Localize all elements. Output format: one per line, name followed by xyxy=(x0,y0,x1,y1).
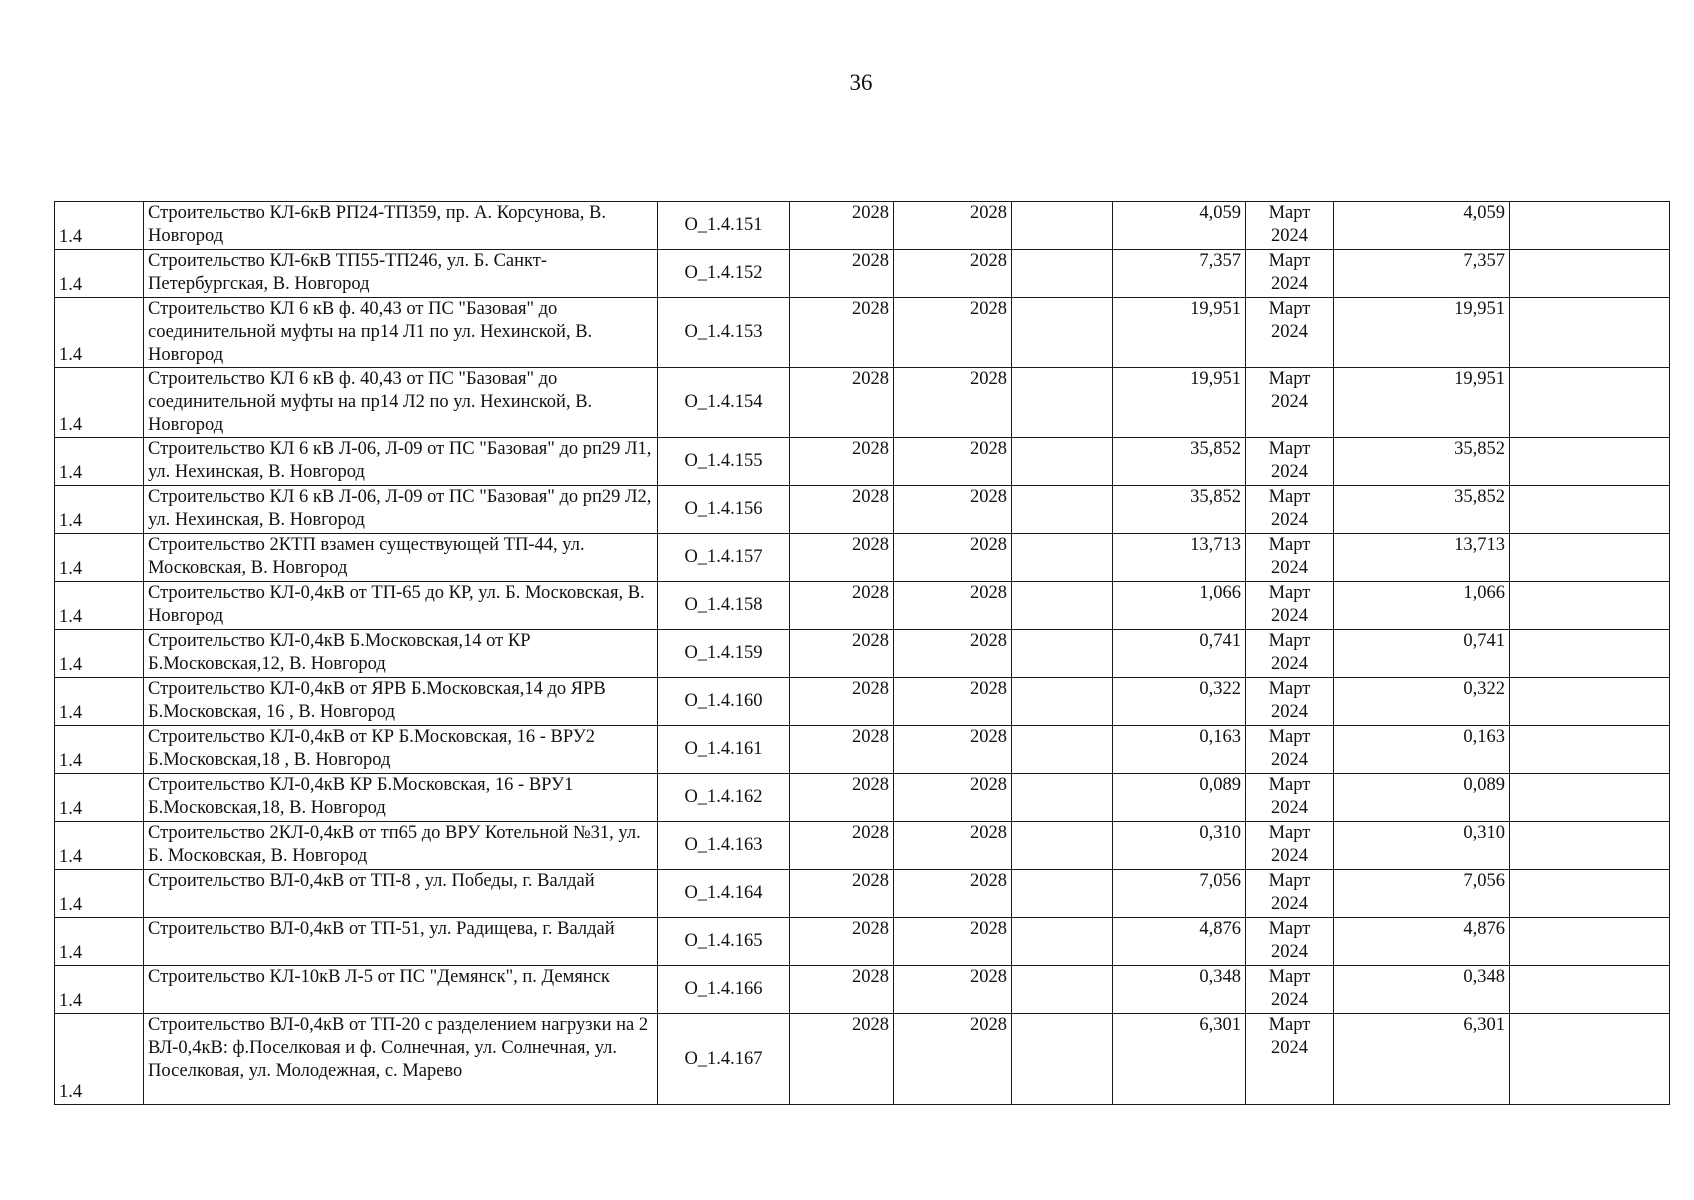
name-cell: Строительство КЛ-0,4кВ от ЯРВ Б.Московская,14 до ЯРВ Б.Московская, 16 , В. Новгород xyxy=(144,678,658,726)
table-row xyxy=(55,1014,1670,1105)
year-start-cell: 2028 xyxy=(790,298,894,368)
year-start-cell: 2028 xyxy=(790,368,894,438)
empty-cell xyxy=(1510,298,1670,368)
value2-cell: 0,089 xyxy=(1334,774,1510,822)
code-cell: О_1.4.166 xyxy=(658,966,790,1014)
empty-cell xyxy=(1510,202,1670,250)
section-cell: 1.4 xyxy=(55,678,144,726)
value2-cell: 0,322 xyxy=(1334,678,1510,726)
year-end-cell: 2028 xyxy=(894,630,1012,678)
section-cell: 1.4 xyxy=(55,298,144,368)
code-cell: О_1.4.152 xyxy=(658,250,790,298)
section-cell: 1.4 xyxy=(55,250,144,298)
year-start-cell: 2028 xyxy=(790,630,894,678)
empty-cell xyxy=(1510,368,1670,438)
empty-cell xyxy=(1510,726,1670,774)
table-row xyxy=(55,870,1670,918)
section-cell: 1.4 xyxy=(55,726,144,774)
name-cell: Строительство ВЛ-0,4кВ от ТП-8 , ул. Победы, г. Валдай xyxy=(144,870,658,918)
date-cell: Март 2024 xyxy=(1246,774,1334,822)
value-cell: 0,322 xyxy=(1113,678,1246,726)
date-cell: Март 2024 xyxy=(1246,822,1334,870)
name-cell: Строительство 2КЛ-0,4кВ от тп65 до ВРУ Котельной №31, ул. Б. Московская, В. Новгород xyxy=(144,822,658,870)
value2-cell: 0,348 xyxy=(1334,966,1510,1014)
name-cell: Строительство КЛ 6 кВ Л-06, Л-09 от ПС "Базовая" до рп29 Л2, ул. Нехинская, В. Новгород xyxy=(144,486,658,534)
section-cell: 1.4 xyxy=(55,966,144,1014)
year-start-cell: 2028 xyxy=(790,774,894,822)
value-cell: 0,741 xyxy=(1113,630,1246,678)
year-end-cell: 2028 xyxy=(894,202,1012,250)
empty-cell xyxy=(1510,822,1670,870)
empty-cell xyxy=(1012,202,1113,250)
year-start-cell: 2028 xyxy=(790,822,894,870)
section-cell: 1.4 xyxy=(55,918,144,966)
value-cell: 0,348 xyxy=(1113,966,1246,1014)
year-end-cell: 2028 xyxy=(894,678,1012,726)
table-row xyxy=(55,534,1670,582)
table-row xyxy=(55,250,1670,298)
year-end-cell: 2028 xyxy=(894,822,1012,870)
table-row xyxy=(55,438,1670,486)
year-end-cell: 2028 xyxy=(894,966,1012,1014)
code-cell: О_1.4.154 xyxy=(658,368,790,438)
value2-cell: 13,713 xyxy=(1334,534,1510,582)
value-cell: 19,951 xyxy=(1113,368,1246,438)
date-cell: Март 2024 xyxy=(1246,298,1334,368)
value-cell: 0,089 xyxy=(1113,774,1246,822)
empty-cell xyxy=(1510,678,1670,726)
year-end-cell: 2028 xyxy=(894,368,1012,438)
value-cell: 35,852 xyxy=(1113,486,1246,534)
value-cell: 7,056 xyxy=(1113,870,1246,918)
empty-cell xyxy=(1012,582,1113,630)
date-cell: Март 2024 xyxy=(1246,368,1334,438)
section-cell: 1.4 xyxy=(55,582,144,630)
value-cell: 7,357 xyxy=(1113,250,1246,298)
section-cell: 1.4 xyxy=(55,1014,144,1105)
empty-cell xyxy=(1012,1014,1113,1105)
code-cell: О_1.4.155 xyxy=(658,438,790,486)
value-cell: 1,066 xyxy=(1113,582,1246,630)
empty-cell xyxy=(1012,678,1113,726)
table-row xyxy=(55,630,1670,678)
page-number: 36 xyxy=(849,70,873,95)
date-cell: Март 2024 xyxy=(1246,966,1334,1014)
table-row xyxy=(55,774,1670,822)
year-start-cell: 2028 xyxy=(790,918,894,966)
value2-cell: 35,852 xyxy=(1334,486,1510,534)
year-start-cell: 2028 xyxy=(790,726,894,774)
year-start-cell: 2028 xyxy=(790,966,894,1014)
code-cell: О_1.4.163 xyxy=(658,822,790,870)
value2-cell: 7,056 xyxy=(1334,870,1510,918)
name-cell: Строительство КЛ-0,4кВ от ТП-65 до КР, ул. Б. Московская, В. Новгород xyxy=(144,582,658,630)
table-row xyxy=(55,966,1670,1014)
section-cell: 1.4 xyxy=(55,774,144,822)
value2-cell: 0,310 xyxy=(1334,822,1510,870)
year-start-cell: 2028 xyxy=(790,486,894,534)
date-cell: Март 2024 xyxy=(1246,918,1334,966)
year-start-cell: 2028 xyxy=(790,1014,894,1105)
code-cell: О_1.4.156 xyxy=(658,486,790,534)
value2-cell: 0,163 xyxy=(1334,726,1510,774)
value-cell: 6,301 xyxy=(1113,1014,1246,1105)
code-cell: О_1.4.167 xyxy=(658,1014,790,1105)
year-end-cell: 2028 xyxy=(894,438,1012,486)
year-start-cell: 2028 xyxy=(790,438,894,486)
year-start-cell: 2028 xyxy=(790,870,894,918)
project-table xyxy=(54,201,1670,1105)
empty-cell xyxy=(1012,774,1113,822)
section-cell: 1.4 xyxy=(55,438,144,486)
table-body xyxy=(55,202,1670,1105)
year-end-cell: 2028 xyxy=(894,298,1012,368)
value2-cell: 0,741 xyxy=(1334,630,1510,678)
name-cell: Строительство КЛ-10кВ Л-5 от ПС "Демянск", п. Демянск xyxy=(144,966,658,1014)
date-cell: Март 2024 xyxy=(1246,250,1334,298)
value2-cell: 35,852 xyxy=(1334,438,1510,486)
year-end-cell: 2028 xyxy=(894,774,1012,822)
date-cell: Март 2024 xyxy=(1246,534,1334,582)
name-cell: Строительство КЛ 6 кВ ф. 40,43 от ПС "Базовая" до соединительной муфты на пр14 Л2 по ул. Нехинской, В. Новгород xyxy=(144,368,658,438)
empty-cell xyxy=(1510,966,1670,1014)
year-end-cell: 2028 xyxy=(894,726,1012,774)
empty-cell xyxy=(1012,250,1113,298)
table-row xyxy=(55,822,1670,870)
value2-cell: 4,059 xyxy=(1334,202,1510,250)
name-cell: Строительство ВЛ-0,4кВ от ТП-20 с разделением нагрузки на 2 ВЛ-0,4кВ: ф.Поселковая и ф. Солнечная, ул. Солнечная, ул. Поселковая, ул. Молодежная, с. Марево xyxy=(144,1014,658,1105)
table-row xyxy=(55,486,1670,534)
table-row xyxy=(55,368,1670,438)
section-cell: 1.4 xyxy=(55,368,144,438)
name-cell: Строительство КЛ-6кВ РП24-ТП359, пр. А. Корсунова, В. Новгород xyxy=(144,202,658,250)
name-cell: Строительство 2КТП взамен существующей ТП-44, ул. Московская, В. Новгород xyxy=(144,534,658,582)
table-row xyxy=(55,918,1670,966)
empty-cell xyxy=(1012,966,1113,1014)
name-cell: Строительство КЛ 6 кВ ф. 40,43 от ПС "Базовая" до соединительной муфты на пр14 Л1 по ул. Нехинской, В. Новгород xyxy=(144,298,658,368)
date-cell: Март 2024 xyxy=(1246,1014,1334,1105)
empty-cell xyxy=(1012,726,1113,774)
name-cell: Строительство КЛ-0,4кВ Б.Московская,14 от КР Б.Московская,12, В. Новгород xyxy=(144,630,658,678)
empty-cell xyxy=(1510,486,1670,534)
empty-cell xyxy=(1012,534,1113,582)
empty-cell xyxy=(1012,630,1113,678)
value-cell: 0,310 xyxy=(1113,822,1246,870)
year-end-cell: 2028 xyxy=(894,534,1012,582)
empty-cell xyxy=(1012,368,1113,438)
value-cell: 13,713 xyxy=(1113,534,1246,582)
year-start-cell: 2028 xyxy=(790,250,894,298)
value-cell: 4,876 xyxy=(1113,918,1246,966)
year-end-cell: 2028 xyxy=(894,1014,1012,1105)
value2-cell: 4,876 xyxy=(1334,918,1510,966)
empty-cell xyxy=(1510,774,1670,822)
section-cell: 1.4 xyxy=(55,534,144,582)
name-cell: Строительство КЛ-0,4кВ КР Б.Московская, 16 - ВРУ1 Б.Московская,18, В. Новгород xyxy=(144,774,658,822)
empty-cell xyxy=(1510,534,1670,582)
code-cell: О_1.4.153 xyxy=(658,298,790,368)
empty-cell xyxy=(1510,438,1670,486)
empty-cell xyxy=(1510,250,1670,298)
table-row xyxy=(55,202,1670,250)
date-cell: Март 2024 xyxy=(1246,630,1334,678)
code-cell: О_1.4.159 xyxy=(658,630,790,678)
empty-cell xyxy=(1510,630,1670,678)
date-cell: Март 2024 xyxy=(1246,202,1334,250)
code-cell: О_1.4.161 xyxy=(658,726,790,774)
code-cell: О_1.4.165 xyxy=(658,918,790,966)
value2-cell: 1,066 xyxy=(1334,582,1510,630)
table-row xyxy=(55,582,1670,630)
code-cell: О_1.4.160 xyxy=(658,678,790,726)
empty-cell xyxy=(1012,918,1113,966)
value-cell: 4,059 xyxy=(1113,202,1246,250)
section-cell: 1.4 xyxy=(55,202,144,250)
value2-cell: 19,951 xyxy=(1334,368,1510,438)
table-row xyxy=(55,678,1670,726)
code-cell: О_1.4.162 xyxy=(658,774,790,822)
year-start-cell: 2028 xyxy=(790,202,894,250)
empty-cell xyxy=(1012,486,1113,534)
section-cell: 1.4 xyxy=(55,630,144,678)
date-cell: Март 2024 xyxy=(1246,582,1334,630)
empty-cell xyxy=(1510,870,1670,918)
value-cell: 19,951 xyxy=(1113,298,1246,368)
name-cell: Строительство КЛ-0,4кВ от КР Б.Московская, 16 - ВРУ2 Б.Московская,18 , В. Новгород xyxy=(144,726,658,774)
year-end-cell: 2028 xyxy=(894,250,1012,298)
empty-cell xyxy=(1012,870,1113,918)
code-cell: О_1.4.158 xyxy=(658,582,790,630)
empty-cell xyxy=(1012,298,1113,368)
year-end-cell: 2028 xyxy=(894,870,1012,918)
year-end-cell: 2028 xyxy=(894,486,1012,534)
code-cell: О_1.4.164 xyxy=(658,870,790,918)
name-cell: Строительство ВЛ-0,4кВ от ТП-51, ул. Радищева, г. Валдай xyxy=(144,918,658,966)
value2-cell: 7,357 xyxy=(1334,250,1510,298)
code-cell: О_1.4.157 xyxy=(658,534,790,582)
empty-cell xyxy=(1510,1014,1670,1105)
value-cell: 0,163 xyxy=(1113,726,1246,774)
date-cell: Март 2024 xyxy=(1246,486,1334,534)
empty-cell xyxy=(1012,822,1113,870)
value2-cell: 19,951 xyxy=(1334,298,1510,368)
empty-cell xyxy=(1510,918,1670,966)
table-row xyxy=(55,726,1670,774)
section-cell: 1.4 xyxy=(55,870,144,918)
year-end-cell: 2028 xyxy=(894,582,1012,630)
name-cell: Строительство КЛ-6кВ ТП55-ТП246, ул. Б. Санкт-Петербургская, В. Новгород xyxy=(144,250,658,298)
empty-cell xyxy=(1510,582,1670,630)
value-cell: 35,852 xyxy=(1113,438,1246,486)
section-cell: 1.4 xyxy=(55,822,144,870)
date-cell: Март 2024 xyxy=(1246,438,1334,486)
year-end-cell: 2028 xyxy=(894,918,1012,966)
section-cell: 1.4 xyxy=(55,486,144,534)
empty-cell xyxy=(1012,438,1113,486)
date-cell: Март 2024 xyxy=(1246,678,1334,726)
year-start-cell: 2028 xyxy=(790,582,894,630)
code-cell: О_1.4.151 xyxy=(658,202,790,250)
date-cell: Март 2024 xyxy=(1246,726,1334,774)
name-cell: Строительство КЛ 6 кВ Л-06, Л-09 от ПС "Базовая" до рп29 Л1, ул. Нехинская, В. Новгород xyxy=(144,438,658,486)
year-start-cell: 2028 xyxy=(790,534,894,582)
table-row xyxy=(55,298,1670,368)
year-start-cell: 2028 xyxy=(790,678,894,726)
value2-cell: 6,301 xyxy=(1334,1014,1510,1105)
date-cell: Март 2024 xyxy=(1246,870,1334,918)
